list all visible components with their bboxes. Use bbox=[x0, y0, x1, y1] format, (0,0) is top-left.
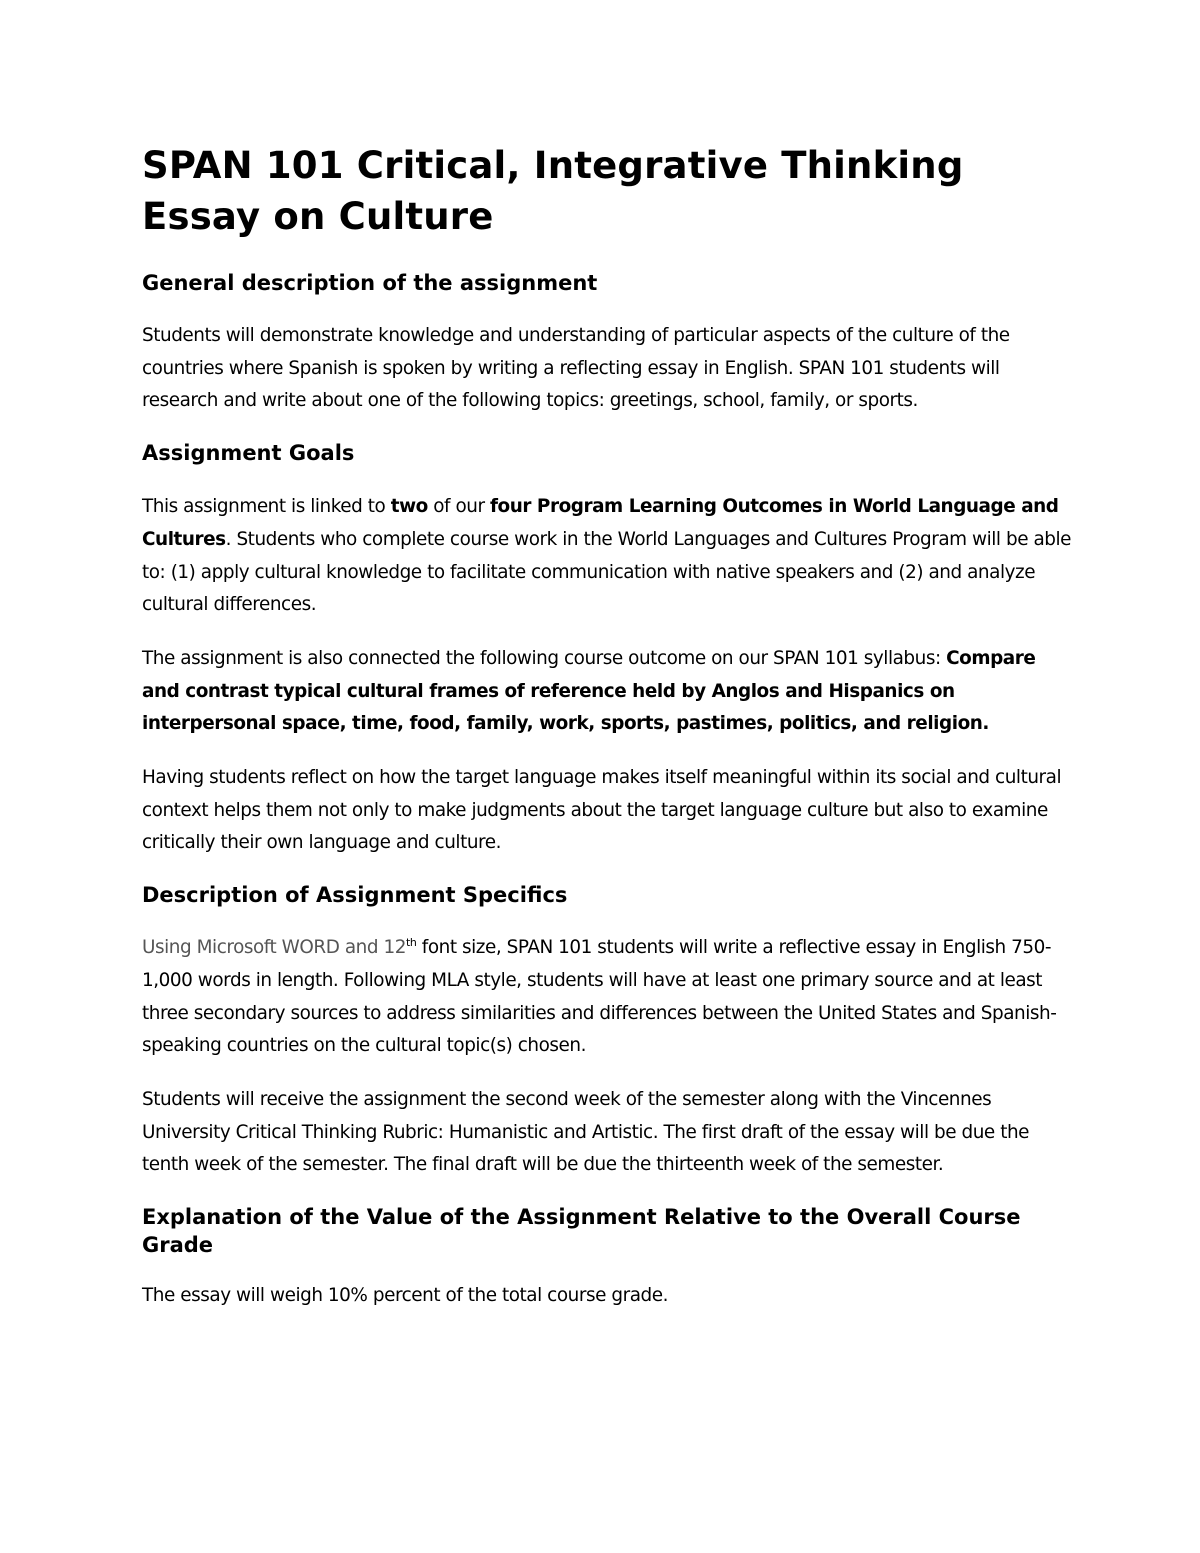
goals-paragraph-reflection: Having students reflect on how the target language makes itself meaningful within its social and cultural context helps them not only to make judgments about the target language culture but also to examine critically their own language and culture. bbox=[142, 767, 1062, 854]
value-paragraph: The essay will weigh 10% percent of the total course grade. bbox=[142, 1285, 668, 1307]
document-page bbox=[142, 140, 1072, 1334]
section-heading-assignment-goals: Assignment Goals bbox=[142, 441, 355, 466]
goals-paragraph-outcomes bbox=[142, 491, 1072, 622]
specifics-paragraph-format bbox=[142, 932, 1072, 1063]
goals-paragraph-course-outcome bbox=[142, 643, 1072, 741]
section-heading-value-explanation: Explanation of the Value of the Assignment Relative to the Overall Course Grade bbox=[142, 1205, 1021, 1258]
general-description-paragraph: Students will demonstrate knowledge and understanding of particular aspects of the culture of the countries where Spanish is spoken by writing a reflecting essay in English. SPAN 101 students will research and write about one of the following topics: greetings, school, family, or sports. bbox=[142, 325, 1010, 412]
goals-text-part: of our bbox=[427, 496, 490, 518]
document-title: SPAN 101 Critical, Integrative Thinking Essay on Culture bbox=[142, 144, 964, 238]
goals-text-part: This assignment is linked to bbox=[142, 496, 391, 518]
specifics-paragraph-schedule: Students will receive the assignment the second week of the semester along with the Vincennes University Critical Thinking Rubric: Humanistic and Artistic. The first draft of the essay will be due the tenth week of the semester. The final draft will be due the thirteenth week of the semester. bbox=[142, 1088, 1030, 1176]
superscript-th: th bbox=[406, 936, 417, 950]
specifics-text-part: font size, SPAN 101 students will write a reflective essay in English 750-1,000 words in length. Following MLA style, students will have at least one primary source and at least three secondary sources to address similarities and differences between the United States and Spanish-speaking countries on the cultural topic(s) chosen. bbox=[142, 937, 1057, 1057]
goals-bold-two: two bbox=[390, 496, 428, 518]
course-outcome-intro: The assignment is also connected the following course outcome on our SPAN 101 syllabus: bbox=[142, 647, 947, 669]
course-outcome-bold: Compare and contrast typical cultural frames of reference held by Anglos and Hispanics on interpersonal space, time, food, family, work, sports, pastimes, politics, and religion. bbox=[142, 647, 1036, 735]
section-heading-assignment-specifics: Description of Assignment Specifics bbox=[142, 883, 568, 908]
section-heading-general-description: General description of the assignment bbox=[142, 271, 598, 295]
goals-bold-program-outcomes: four Program Learning Outcomes in World Language and Cultures bbox=[142, 496, 1059, 550]
specifics-text-part: Using Microsoft WORD and 12 bbox=[142, 937, 407, 959]
goals-text-part: . Students who complete course work in the World Languages and Cultures Program will be able to: (1) apply cultural knowledge to facilitate communication with native speakers and (2) and analyze cultural differences. bbox=[142, 528, 1072, 616]
